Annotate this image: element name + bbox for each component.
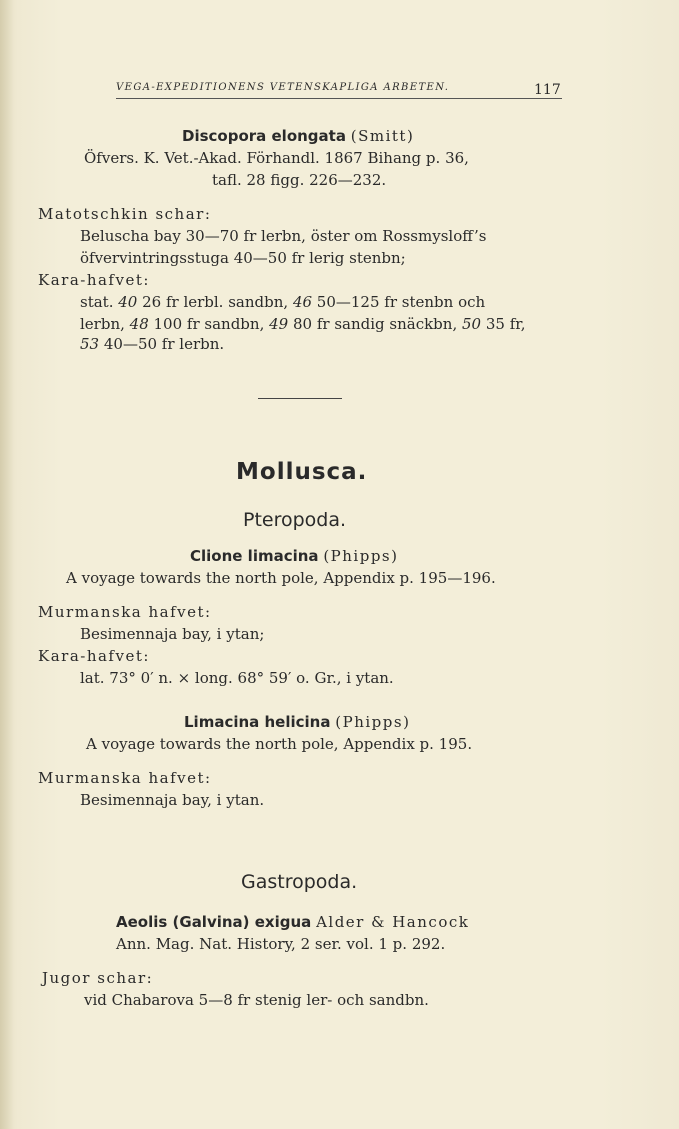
station-line: lerbn, 48 100 fr sandbn, 49 80 fr sandig snäckbn, 50 35 fr, bbox=[80, 315, 526, 333]
locality-detail: lat. 73° 0′ n. × long. 68° 59′ o. Gr., i ytan. bbox=[80, 669, 394, 687]
page-number: 117 bbox=[534, 82, 561, 98]
reference-line: tafl. 28 figg. 226—232. bbox=[212, 171, 387, 189]
locality-heading: Kara-hafvet: bbox=[38, 647, 150, 665]
reference-line: A voyage towards the north pole, Appendix p. 195. bbox=[86, 735, 473, 753]
locality-detail: vid Chabarova 5—8 fr stenig ler- och sandbn. bbox=[84, 991, 429, 1009]
running-header: VEGA-EXPEDITIONENS VETENSKAPLIGA ARBETEN. bbox=[116, 82, 450, 93]
species-heading bbox=[184, 712, 410, 732]
station-line: stat. 40 26 fr lerbl. sandbn, 46 50—125 fr stenbn och bbox=[80, 293, 486, 311]
reference-line: Öfvers. K. Vet.-Akad. Förhandl. 1867 Bihang p. 36, bbox=[84, 149, 469, 167]
locality-detail: öfvervintringsstuga 40—50 fr lerig stenbn; bbox=[80, 249, 406, 267]
species-heading bbox=[116, 912, 469, 932]
station-line: 53 40—50 fr lerbn. bbox=[80, 335, 225, 353]
binding-shadow bbox=[0, 0, 14, 1129]
locality-heading: Kara-hafvet: bbox=[38, 271, 150, 289]
species-name: Aeolis (Galvina) exigua bbox=[116, 913, 312, 931]
header-rule bbox=[116, 98, 562, 99]
reference-line: Ann. Mag. Nat. History, 2 ser. vol. 1 p. 292. bbox=[116, 935, 446, 953]
class-title: Mollusca. bbox=[236, 459, 368, 485]
species-author: (Smitt) bbox=[350, 127, 415, 145]
section-divider bbox=[258, 398, 342, 399]
locality-heading: Jugor schar: bbox=[42, 969, 154, 987]
reference-line: A voyage towards the north pole, Appendix p. 195—196. bbox=[66, 569, 496, 587]
species-name: Clione limacina bbox=[190, 547, 319, 565]
species-author: Alder & Hancock bbox=[316, 913, 470, 931]
species-heading bbox=[190, 546, 399, 566]
species-author: (Phipps) bbox=[323, 547, 399, 565]
species-heading bbox=[182, 126, 414, 146]
species-name: Limacina helicina bbox=[184, 713, 331, 731]
order-title: Gastropoda. bbox=[241, 871, 358, 893]
locality-detail: Besimennaja bay, i ytan; bbox=[80, 625, 265, 643]
species-author: (Phipps) bbox=[335, 713, 411, 731]
locality-detail: Beluscha bay 30—70 fr lerbn, öster om Rossmysloff’s bbox=[80, 227, 487, 245]
locality-heading: Matotschkin schar: bbox=[38, 205, 212, 223]
locality-heading: Murmanska hafvet: bbox=[38, 603, 212, 621]
order-title: Pteropoda. bbox=[243, 509, 347, 531]
species-name: Discopora elongata bbox=[182, 127, 346, 145]
locality-detail: Besimennaja bay, i ytan. bbox=[80, 791, 265, 809]
locality-heading: Murmanska hafvet: bbox=[38, 769, 212, 787]
